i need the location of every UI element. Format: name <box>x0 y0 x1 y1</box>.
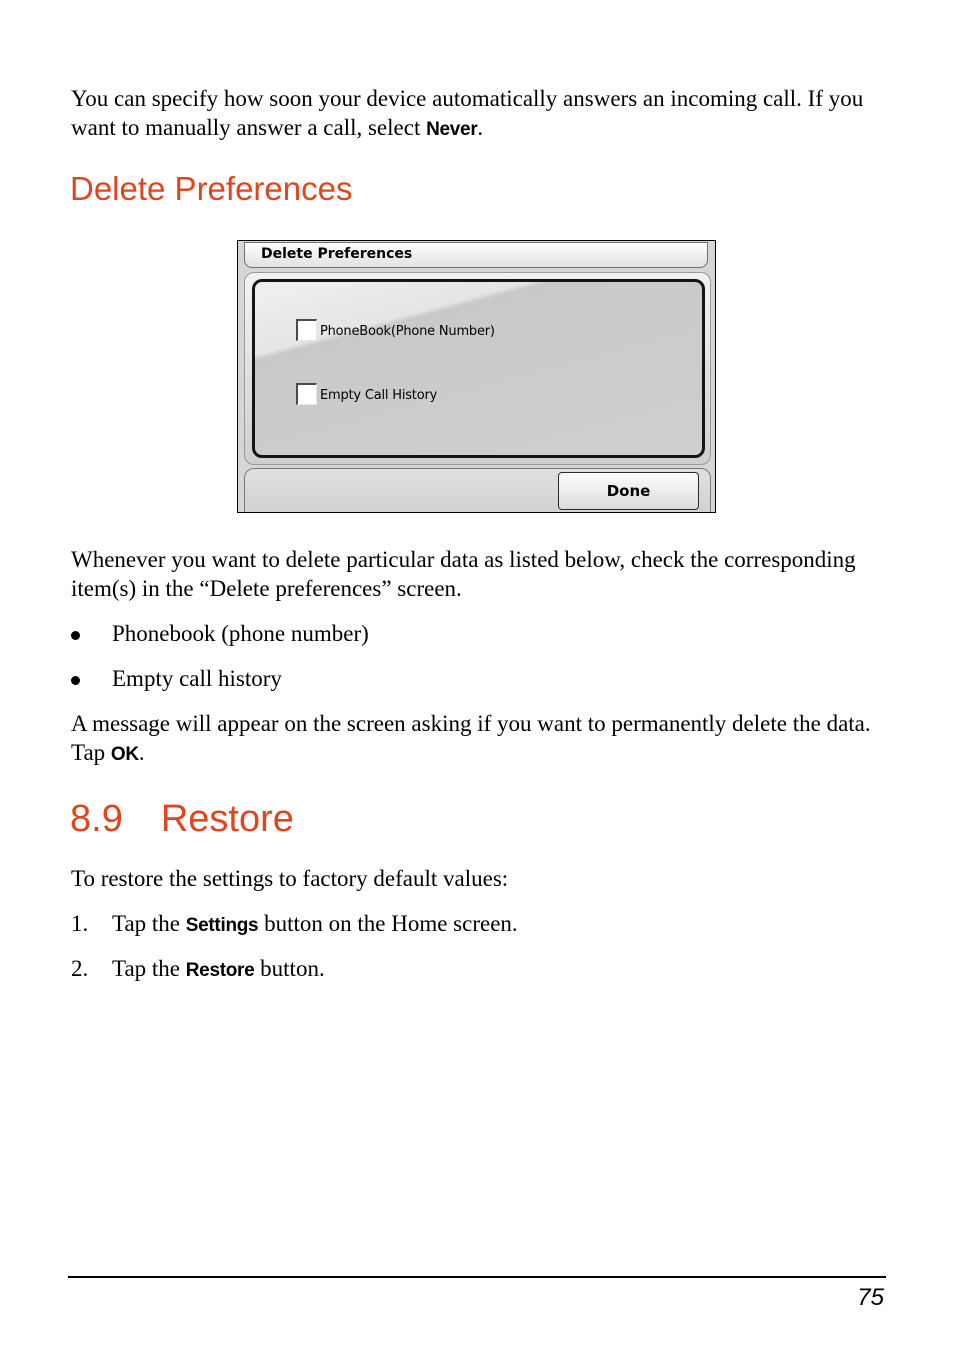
intro-paragraph: You can specify how soon your device automatically answers an incoming call. If you want to manually answer a call, select Never. <box>71 86 864 140</box>
bullet-dot-icon <box>71 631 80 640</box>
restore-button-label: Restore <box>185 960 255 981</box>
empty-call-history-checkbox[interactable] <box>296 383 317 405</box>
screen-title-bar <box>244 242 708 268</box>
phonebook-checkbox[interactable] <box>296 319 317 341</box>
phonebook-checkbox-label: PhoneBook(Phone Number) <box>320 324 495 339</box>
section-title: Restore <box>160 798 294 840</box>
never-option-label: Never <box>426 119 478 140</box>
delete-instructions-paragraph: Whenever you want to delete particular data as listed below, check the corresponding item(s) in the “Delete preferences” screen. <box>71 547 856 601</box>
message-paragraph: A message will appear on the screen asking if you want to permanently delete the data. Tap OK. <box>71 711 871 765</box>
settings-button-label: Settings <box>185 915 259 936</box>
delete-preferences-screenshot <box>237 240 716 513</box>
page-number: 75 <box>857 1284 884 1311</box>
restore-intro-paragraph: To restore the settings to factory default values: <box>71 866 509 891</box>
delete-preferences-heading: Delete Preferences <box>70 170 353 207</box>
footer-rule <box>68 1276 886 1278</box>
empty-call-history-checkbox-label: Empty Call History <box>320 388 438 403</box>
restore-heading <box>70 798 294 841</box>
ok-button-label: OK <box>110 744 139 765</box>
options-panel-inner <box>252 279 705 458</box>
section-number: 8.9 <box>70 798 123 840</box>
options-panel <box>244 272 711 465</box>
screen-title: Delete Preferences <box>261 246 413 262</box>
bottom-toolbar <box>244 468 711 513</box>
done-button[interactable]: Done <box>558 472 699 510</box>
bullet-dot-icon <box>71 676 80 685</box>
